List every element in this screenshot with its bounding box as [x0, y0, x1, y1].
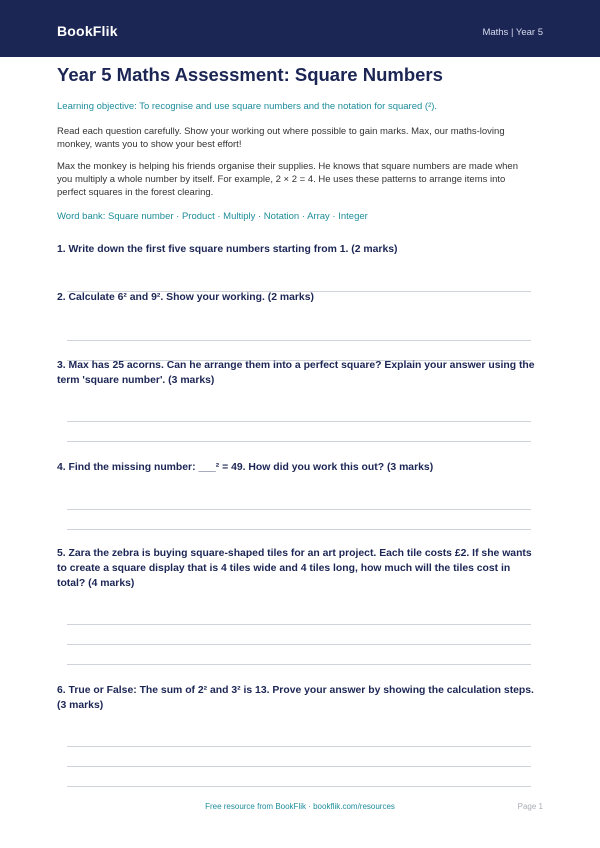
answer-line[interactable] [67, 509, 531, 510]
question-1: 1. Write down the first five square numbers starting from 1. (2 marks) [57, 244, 398, 255]
question-2: 2. Calculate 6² and 9². Show your working. (2 marks) [57, 292, 314, 303]
subject-year-label: Maths | Year 5 [482, 27, 543, 38]
brand-logo-text: BookFlik [57, 23, 118, 39]
answer-line[interactable] [67, 624, 531, 625]
page-title: Year 5 Maths Assessment: Square Numbers [57, 64, 443, 85]
answer-line[interactable] [67, 746, 531, 747]
footer-resource-link[interactable]: Free resource from BookFlik · bookflik.com/resources [205, 802, 395, 811]
answer-line[interactable] [67, 421, 531, 422]
learning-objective: Learning objective: To recognise and use square numbers and the notation for squared (²). [57, 101, 438, 112]
intro-paragraph: Read each question carefully. Show your working out where possible to gain marks. Max, our maths-loving monkey, wants you to show your best effort! [57, 126, 505, 150]
answer-line[interactable] [67, 340, 531, 341]
question-3: 3. Max has 25 acorns. Can he arrange them into a perfect square? Explain your answer using the term 'square number'. (3 marks) [57, 360, 535, 386]
question-5: 5. Zara the zebra is buying square-shaped tiles for an art project. Each tile costs £2. If she wants to create a square display that is 4 tiles wide and 4 tiles long, how much will the tiles cost in total? (4 marks) [57, 548, 532, 589]
story-paragraph: Max the monkey is helping his friends organise their supplies. He knows that square numbers are made when you multiply a whole number by itself. For example, 2 × 2 = 4. He uses these patterns to arrange items into perfect squares in the forest clearing. [57, 161, 518, 198]
answer-line[interactable] [67, 766, 531, 767]
word-bank: Word bank: Square number · Product · Multiply · Notation · Array · Integer [57, 211, 368, 222]
answer-line[interactable] [67, 664, 531, 665]
page-number: Page 1 [517, 802, 543, 811]
question-4: 4. Find the missing number: ___² = 49. How did you work this out? (3 marks) [57, 462, 434, 473]
answer-line[interactable] [67, 786, 531, 787]
answer-line[interactable] [67, 529, 531, 530]
question-6: 6. True or False: The sum of 2² and 3² is 13. Prove your answer by showing the calculation steps. (3 marks) [57, 685, 534, 711]
answer-line[interactable] [67, 644, 531, 645]
answer-line[interactable] [67, 441, 531, 442]
header-bar [0, 0, 600, 57]
